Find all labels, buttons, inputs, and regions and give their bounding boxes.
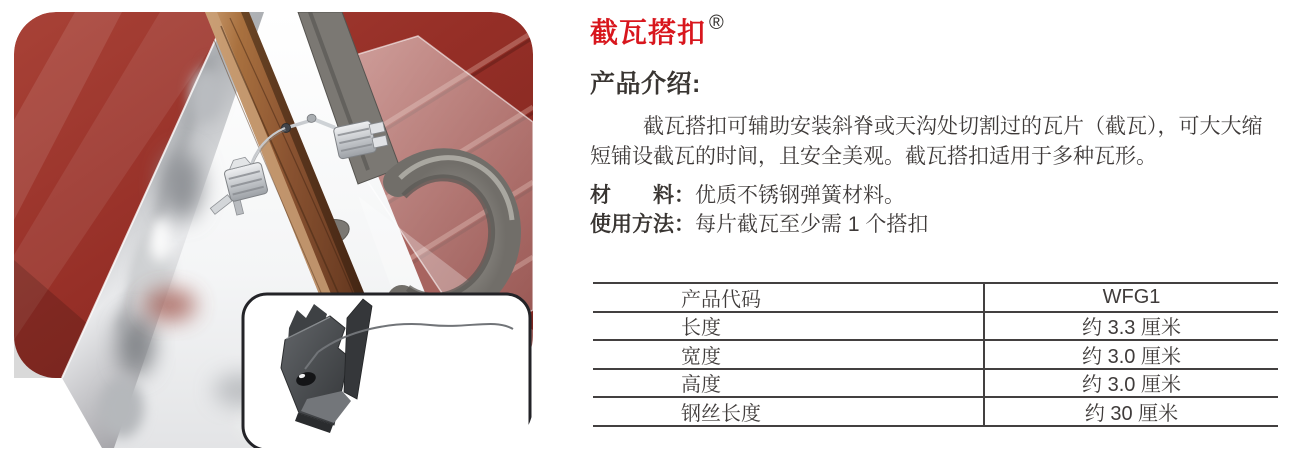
row-value: 约 3.0 厘米 bbox=[1082, 374, 1181, 397]
roof-installation-photo bbox=[0, 0, 560, 460]
spec-lines bbox=[590, 181, 928, 239]
row-label: 高度 bbox=[593, 370, 985, 397]
spec-table bbox=[593, 282, 1278, 427]
row-value: 约 3.0 厘米 bbox=[1082, 345, 1181, 368]
table-row bbox=[593, 284, 1278, 313]
row-value: 约 3.3 厘米 bbox=[1082, 317, 1181, 340]
row-label: 宽度 bbox=[593, 341, 985, 368]
row-value: WFG1 bbox=[1102, 285, 1161, 308]
material-line bbox=[590, 181, 928, 210]
table-row bbox=[593, 398, 1278, 427]
usage-line bbox=[590, 210, 928, 239]
table-row bbox=[593, 341, 1278, 370]
intro-paragraph bbox=[590, 112, 1300, 172]
product-title-block bbox=[590, 12, 724, 48]
intro-line-1: 截瓦搭扣可辅助安装斜脊或天沟处切割过的瓦片（截瓦），可大大缩 bbox=[643, 115, 1263, 138]
intro-line-2: 短铺设截瓦的时间，且安全美观。截瓦搭扣适用于多种瓦形。 bbox=[590, 145, 1157, 168]
product-title: 截瓦搭扣 bbox=[590, 17, 707, 48]
row-value: 约 30 厘米 bbox=[1084, 402, 1179, 425]
material-value: 优质不锈钢弹簧材料。 bbox=[695, 184, 905, 207]
usage-value: 每片截瓦至少需 1 个搭扣 bbox=[695, 213, 929, 236]
registered-trademark: ® bbox=[709, 12, 724, 34]
intro-heading: 产品介绍: bbox=[590, 70, 701, 98]
material-label: 材 料： bbox=[590, 184, 695, 207]
table-row bbox=[593, 313, 1278, 342]
usage-label: 使用方法： bbox=[590, 213, 695, 236]
row-label: 钢丝长度 bbox=[593, 398, 985, 425]
table-row bbox=[593, 370, 1278, 399]
row-label: 长度 bbox=[593, 313, 985, 340]
row-label: 产品代码 bbox=[593, 284, 985, 311]
product-inset bbox=[243, 294, 530, 450]
